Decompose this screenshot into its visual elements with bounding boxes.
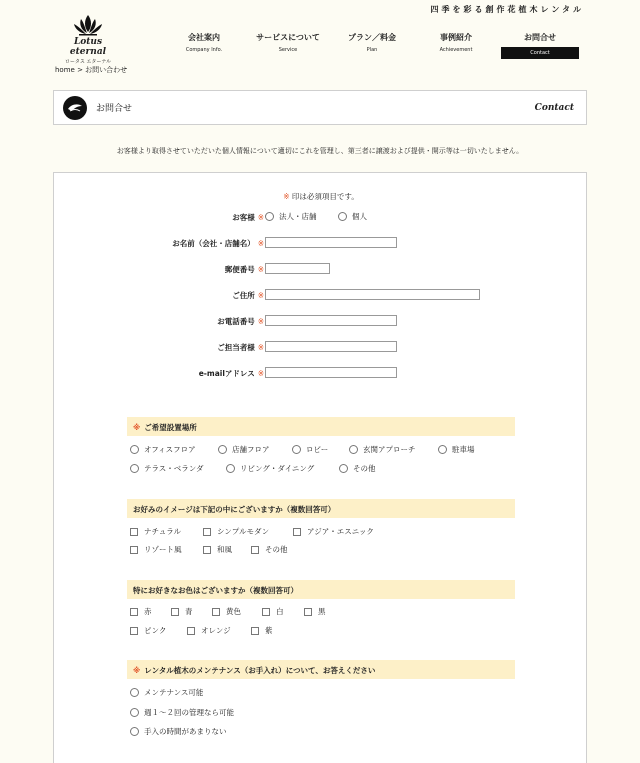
contact-person-input[interactable]	[265, 341, 397, 352]
nav-sub-label: Company Info.	[185, 47, 223, 53]
nav-service[interactable]	[246, 30, 330, 54]
field-label: ご担当者様 ※	[217, 343, 264, 352]
color-option[interactable]: 黒	[304, 606, 326, 617]
maintenance-option[interactable]: 手入の時間があまりない	[130, 726, 227, 737]
image-option[interactable]: リゾート風	[130, 544, 182, 555]
email-row	[54, 367, 588, 381]
postal-row	[54, 263, 588, 277]
privacy-notice: お客様より取得させていただいた個人情報について適切にこれを管理し、第三者に譲渡および提供・開示等は一切いたしません。	[116, 147, 524, 155]
nav-label: プラン／料金	[348, 33, 396, 42]
phone-row	[54, 315, 588, 329]
main-nav	[162, 30, 582, 54]
postal-input[interactable]	[265, 263, 330, 274]
tagline: 四季を彩る創作花植木レンタル	[430, 4, 584, 14]
location-option[interactable]: 駐車場	[438, 444, 475, 455]
section-image-header: お好みのイメージは下記の中にございますか（複数回答可）	[127, 499, 515, 518]
color-option[interactable]: 紫	[251, 625, 273, 636]
location-option[interactable]: オフィスフロア	[130, 444, 196, 455]
image-option[interactable]: ナチュラル	[130, 526, 181, 537]
contact-form	[53, 172, 587, 763]
color-option[interactable]: 黄色	[212, 606, 241, 617]
address-input[interactable]	[265, 289, 480, 300]
nav-company[interactable]	[162, 30, 246, 54]
name-input[interactable]	[265, 237, 397, 248]
logo-sub: ロータス エターナル	[64, 59, 112, 65]
nav-label: サービスについて	[256, 33, 320, 42]
nav-contact[interactable]	[498, 30, 582, 54]
nav-sub-label: Plan	[366, 47, 378, 53]
logo[interactable]	[58, 14, 118, 65]
lotus-icon	[71, 14, 105, 36]
breadcrumb[interactable]: home > お問い合わせ	[55, 66, 128, 74]
image-option[interactable]: アジア・エスニック	[293, 526, 374, 537]
color-option[interactable]: オレンジ	[187, 625, 231, 636]
color-option[interactable]: 赤	[130, 606, 152, 617]
location-option[interactable]: リビング・ダイニング	[226, 463, 314, 474]
maintenance-option[interactable]: メンテナンス可能	[130, 687, 203, 698]
logo-name: Lotus eternal	[69, 37, 107, 57]
section-location-header: ※ ご希望設置場所	[127, 417, 515, 436]
nav-label: 会社案内	[188, 33, 220, 42]
page-title-box	[53, 90, 587, 125]
maintenance-option[interactable]: 週１～２回の管理なら可能	[130, 707, 234, 718]
field-label: お名前（会社・店舗名） ※	[172, 239, 264, 248]
color-option[interactable]: 白	[262, 606, 284, 617]
page-title: お問合せ	[96, 104, 133, 114]
contact-icon	[63, 96, 87, 120]
nav-sub-label: Service	[278, 47, 298, 53]
image-option[interactable]: その他	[251, 544, 288, 555]
nav-label: お問合せ	[524, 33, 556, 42]
field-label: 郵便番号 ※	[224, 265, 264, 274]
color-option[interactable]: 青	[171, 606, 193, 617]
section-color-header: 特にお好きなお色はございますか（複数回答可）	[127, 580, 515, 599]
contact-person-row	[54, 341, 588, 355]
location-option[interactable]: 店舗フロア	[218, 444, 270, 455]
required-note	[54, 191, 588, 202]
nav-sub-label: Contact	[501, 47, 579, 59]
field-label: お電話番号 ※	[217, 317, 264, 326]
image-option[interactable]: シンプルモダン	[203, 526, 269, 537]
location-option[interactable]: テラス・ベランダ	[130, 463, 203, 474]
address-row	[54, 289, 588, 303]
nav-plan[interactable]	[330, 30, 414, 54]
nav-achievement[interactable]	[414, 30, 498, 54]
location-option[interactable]: ロビー	[292, 444, 328, 455]
nav-label: 事例紹介	[440, 33, 472, 42]
email-input[interactable]	[265, 367, 397, 378]
customer-row	[54, 211, 588, 225]
page-title-en: Contact	[534, 103, 574, 113]
section-maintenance-header: ※ レンタル植木のメンテナンス（お手入れ）について、お答えください	[127, 660, 515, 679]
customer-option-corporate[interactable]: 法人・店舗	[265, 211, 317, 222]
customer-option-individual[interactable]: 個人	[338, 211, 367, 222]
required-mark: ※	[283, 192, 290, 201]
location-option[interactable]: 玄関アプローチ	[349, 444, 416, 455]
field-label: お客様 ※	[232, 213, 264, 222]
phone-input[interactable]	[265, 315, 397, 326]
name-row	[54, 237, 588, 251]
required-note-text: 印は必須項目です。	[291, 192, 359, 201]
field-label: ご住所 ※	[232, 291, 264, 300]
field-label: e-mailアドレス ※	[198, 369, 264, 378]
color-option[interactable]: ピンク	[130, 625, 166, 636]
nav-sub-label: Achievement	[439, 47, 473, 53]
location-option[interactable]: その他	[339, 463, 376, 474]
image-option[interactable]: 和風	[203, 544, 232, 555]
